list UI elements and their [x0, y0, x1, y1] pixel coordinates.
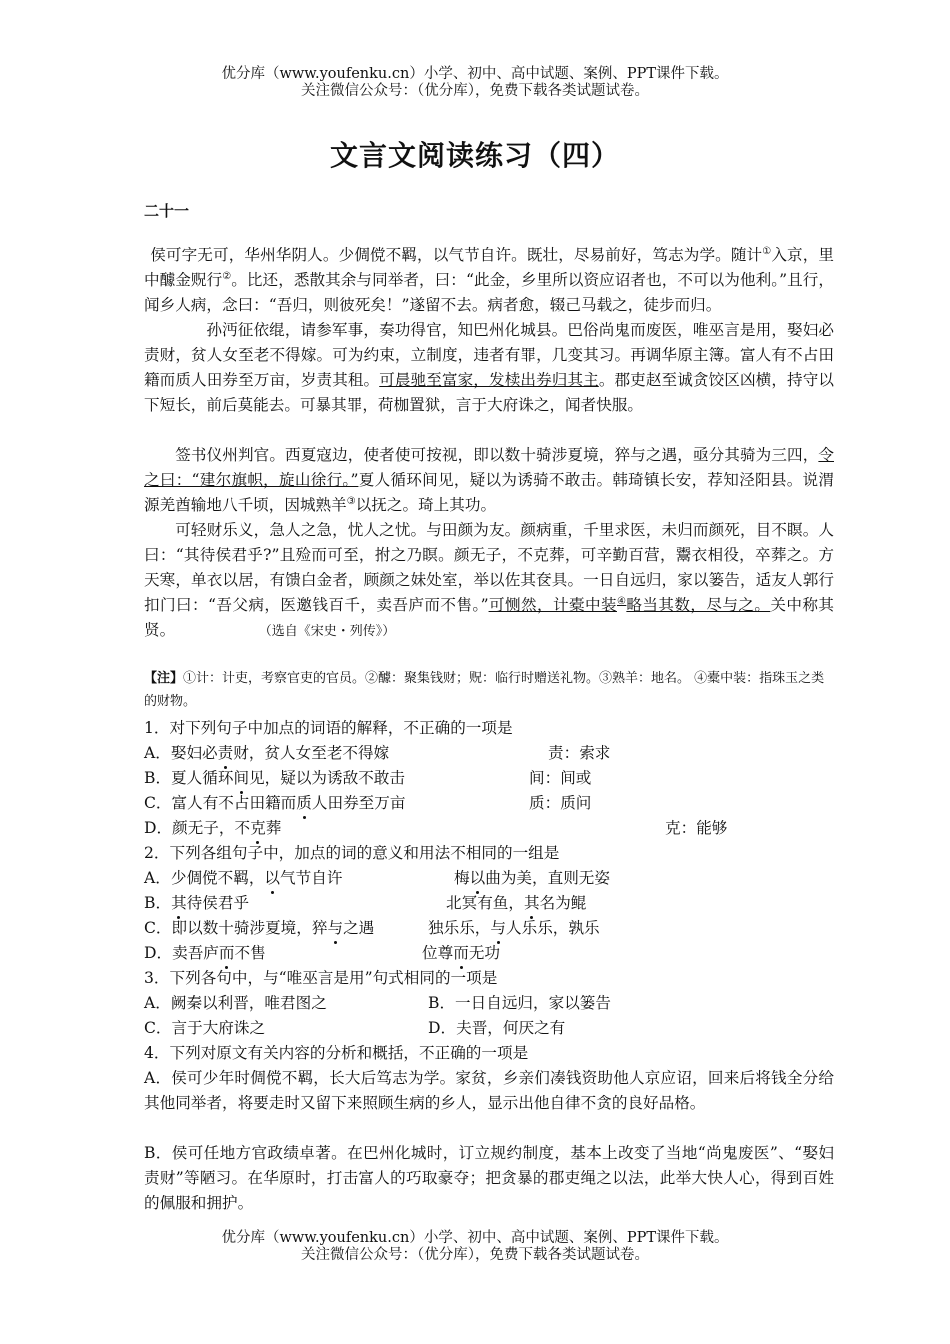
- question-3-stem: 3．下列各句中，与“唯巫言是用”句式相同的一项是: [144, 969, 498, 987]
- dotted-word: 其: [171, 891, 187, 916]
- questions: [144, 716, 834, 1216]
- passage-paragraph-2: [144, 318, 834, 418]
- option-explanation: 质：质问: [529, 794, 592, 812]
- question-1-option-d: D．颜无子，不克葬 克：能够: [144, 816, 834, 841]
- question-2-option-c: C．即以数十骑涉夏境，猝与之遇 独乐乐，与人乐乐，孰乐: [144, 916, 834, 941]
- dotted-word: 间: [233, 766, 249, 791]
- page-footer: [0, 1230, 950, 1264]
- dotted-word: 而: [453, 941, 469, 966]
- dotted-word: 责: [218, 741, 234, 766]
- text-run: 。比还，悉散其余与同举者，曰：“此金，乡里所以资应诏者也，不可以为他利。”且行，闻乡人病，念曰：“吾归，则彼死矣！”遂留不去。病者愈，辍己马载之，徒步而归。: [144, 271, 834, 314]
- passage: [144, 243, 834, 644]
- question-2-option-d: D．卖吾庐而不售 位尊而无功: [144, 941, 834, 966]
- underlined-sentence: 可恻然，计橐中装: [488, 596, 617, 614]
- footnote-ref: ④: [616, 595, 627, 607]
- header-line-2: 关注微信公众号：（优分库），免费下载各类试题试卷。: [301, 83, 649, 99]
- dotted-word: 以: [264, 866, 280, 891]
- text-run: 夏人循环间见，疑以为诱骑不敢击。韩琦镇长安，荐知泾阳县。说渭源羌酋输地八千顷，因城熟羊: [144, 471, 834, 514]
- question-2-option-a: A．少倜傥不羁，以气节自许 梅以曲为美，直则无姿: [144, 866, 834, 891]
- text-run: 以抚之。琦上其功。: [355, 496, 497, 514]
- option-explanation: 责：索求: [548, 744, 611, 762]
- question-3-options-cd: [144, 1016, 834, 1041]
- dotted-word: 与: [327, 916, 343, 941]
- text-run: 侯可字无可，华州华阴人。少倜傥不羁，以气节自许。既壮，尽易前好，笃志为学。随计: [150, 246, 763, 264]
- underlined-sentence: 可晨驰至富家，发椟出券归其主: [379, 371, 599, 389]
- text-run: 入京，里中醵金贶行: [144, 246, 834, 289]
- note-label: 【注】: [144, 671, 184, 686]
- question-1-option-c: C．富人有不占田籍而质人田券至万亩 质：质问: [144, 791, 834, 816]
- text-run: 签书仪州判官。西夏寇边，使者使可按视，即以数十骑涉夏境，猝与之遇，亟分其骑为三四，: [175, 446, 819, 464]
- option-a: A．阙秦以利晋，唯君图之: [144, 994, 327, 1012]
- question-1-option-a: A．娶妇必责财，贫人女至老不得嫁 责：索求: [144, 741, 834, 766]
- passage-paragraph-4: [144, 518, 834, 644]
- footnote-ref: ②: [222, 270, 232, 282]
- text-run: 孙沔征依绲，请参军事，奏功得官，知巴州化城县。巴俗尚鬼而废医，唯巫言是用，娶妇必责财，贫人女至老不得嫁。可为约束，立制度，违者有罪，几变其习。再调华原主簿。富人有不占田籍而质人田券至万亩，岁责其租。: [144, 321, 834, 389]
- dotted-word: 以: [470, 866, 486, 891]
- question-4-option-a: A．侯可少年时倜傥不羁，长大后笃志为学。家贫，乡亲们凑钱资助他人京应诏，回来后将钱全分给其他同举者，将要走时又留下来照顾生病的乡人，显示出他自律不贪的良好品格。: [144, 1069, 834, 1112]
- option-explanation: 克：能够: [665, 819, 728, 837]
- question-2-stem: 2．下列各组句子中，加点的词的意义和用法不相同的一组是: [144, 844, 560, 862]
- question-2-option-b: B．其待侯君乎 北冥有鱼，其名为鲲: [144, 891, 834, 916]
- question-4-option-b: B．侯可任地方官政绩卓著。在巴州化城时，订立规约制度，基本上改变了当地“尚鬼废医”、“娶妇责财”等陋习。在华原时，打击富人的巧取豪夺；把贪暴的郡吏绳之以法，此举大快人心，得到百姓的佩服和拥护。: [144, 1144, 834, 1212]
- question-1-stem: 1．对下列句子中加点的词语的解释，不正确的一项是: [144, 719, 513, 737]
- dotted-word: 质: [296, 791, 312, 816]
- option-c: C．言于大府诛之: [144, 1019, 266, 1037]
- option-b: B．一日自远归，家以篓告: [428, 994, 611, 1012]
- text-run: 。郡吏赵至诚贪饺区凶横，持守以下短长，前后莫能去。可暴其罪，荷枷置狱，言于大府诛之，闻者快服。: [144, 371, 834, 414]
- question-1-option-b: B．夏人循环间见，疑以为诱敌不敢击 间：间或: [144, 766, 834, 791]
- underlined-sentence: 略当其数，尽与之。: [626, 596, 771, 614]
- passage-paragraph-3: [144, 443, 834, 518]
- header-line-1: 优分库（www.youfenku.cn）小学、初中、高中试题、案例、PPT课件下载。: [221, 66, 729, 82]
- annotation-note: [144, 667, 834, 713]
- dotted-word: 其: [524, 891, 540, 916]
- section-number: 二十一: [144, 202, 190, 220]
- passage-paragraph-1: [144, 243, 834, 318]
- text-run: 关中称其贤。: [144, 596, 834, 639]
- note-text: ①计：计吏，考察官吏的官员。②醵：聚集钱财；贶：临行时赠送礼物。③熟羊：地名。 ④橐中装：指珠玉之类的财物。: [144, 671, 825, 709]
- question-4-stem: 4．下列对原文有关内容的分析和概括，不正确的一项是: [144, 1044, 529, 1062]
- underlined-sentence: 令之曰：“建尔旗帜，旋山徐行。”: [144, 446, 834, 489]
- footnote-ref: ③: [346, 495, 356, 507]
- question-3-options-ab: [144, 991, 834, 1016]
- option-d: D．夫晋，何厌之有: [428, 1019, 566, 1037]
- page-header: [0, 66, 950, 100]
- passage-source: （选自《宋史・列传》）: [265, 624, 396, 639]
- dotted-word: 而: [219, 941, 235, 966]
- dotted-word: 克: [250, 816, 266, 841]
- footnote-ref: ①: [762, 245, 772, 257]
- dotted-word: 与: [490, 916, 506, 941]
- text-run: 可轻财乐义，急人之急，忧人之忧。与田颜为友。颜病重，千里求医，未归而颜死，目不瞑。人曰：“其待侯君乎?”且殓而可至，拊之乃瞑。颜无子，不克葬，可辛勤百营，鬻衣相役，卒葬之。方天寒，单衣以居，有馈白金者，顾颜之妹处室，举以佐其奁具。一日自远归，家以篓告，适友人郭行扣门曰：“吾父病，医邀钱百千，卖吾庐而不售。”: [144, 521, 834, 614]
- page-title: 文言文阅读练习（四）: [329, 139, 620, 172]
- footer-line-1: 优分库（www.youfenku.cn）小学、初中、高中试题、案例、PPT课件下载。: [221, 1230, 729, 1246]
- footer-line-2: 关注微信公众号：（优分库），免费下载各类试题试卷。: [301, 1247, 649, 1263]
- option-explanation: 间：间或: [529, 769, 592, 787]
